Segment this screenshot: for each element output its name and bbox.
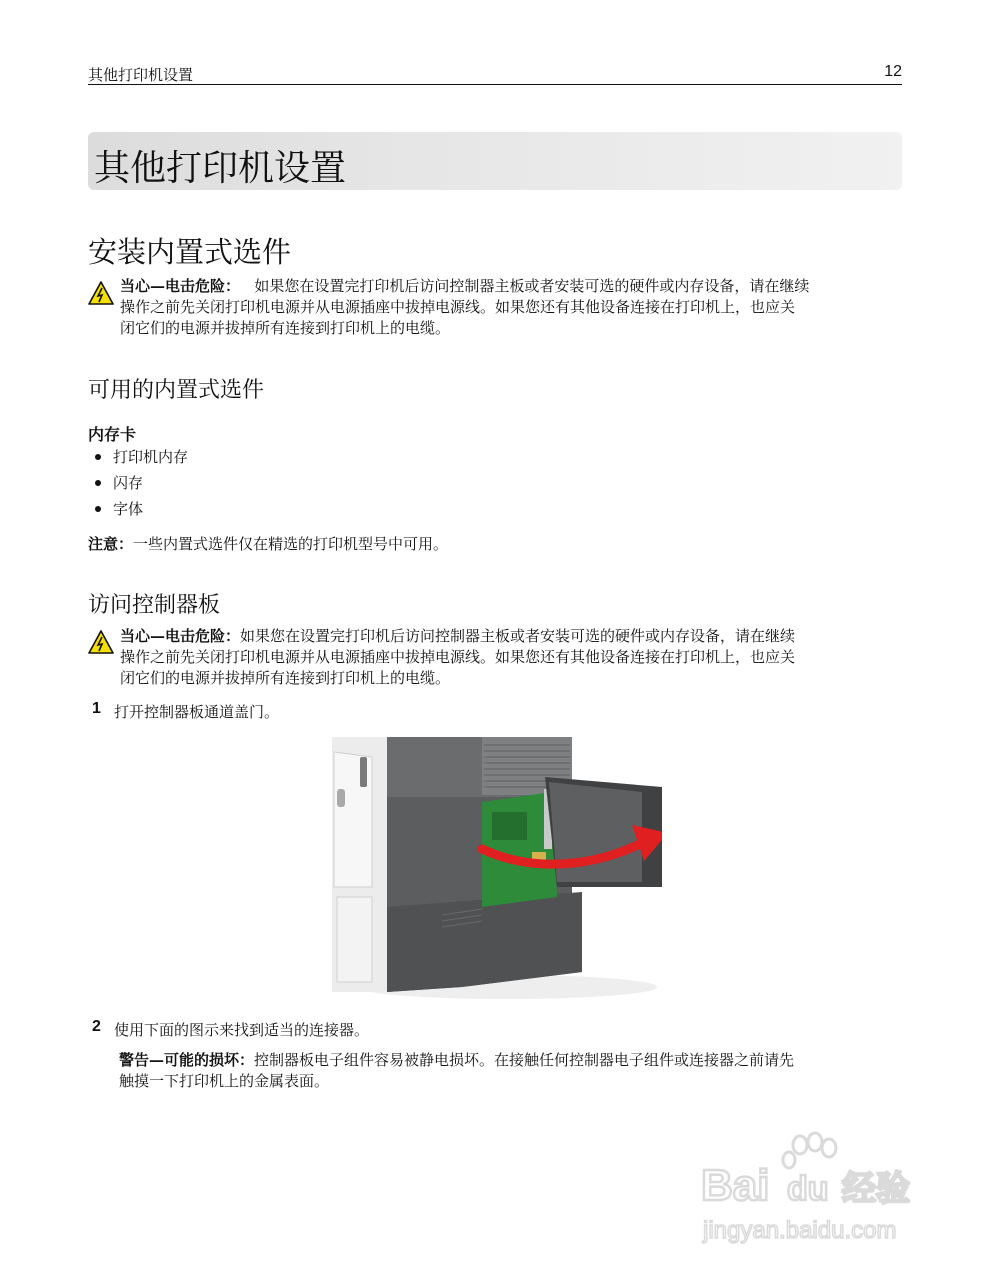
bullet-icon bbox=[95, 480, 101, 486]
warning-text-line: 如果您在设置完打印机后访问控制器主板或者安装可选的硬件或内存设备，请在继续 bbox=[254, 277, 810, 295]
warning-label: 当心—电击危险： bbox=[120, 627, 241, 645]
step-number: 1 bbox=[92, 700, 101, 717]
memory-card-heading: 内存卡 bbox=[88, 425, 137, 444]
list-item bbox=[95, 447, 188, 473]
section-title-available: 可用的内置式选件 bbox=[88, 378, 265, 403]
printer-controller-door-illustration bbox=[332, 737, 662, 1002]
chapter-title: 其他打印机设置 bbox=[94, 148, 347, 189]
list-item-text: 打印机内存 bbox=[113, 448, 189, 466]
warning-text-line: 控制器板电子组件容易被静电损坏。在接触任何控制器电子组件或连接器之前请先 bbox=[254, 1051, 795, 1069]
header-title: 其他打印机设置 bbox=[88, 66, 194, 84]
memory-card-list bbox=[95, 447, 188, 525]
electric-hazard-icon bbox=[88, 281, 114, 305]
warning-text-line: 如果您在设置完打印机后访问控制器主板或者安装可选的硬件或内存设备，请在继续 bbox=[240, 627, 796, 645]
watermark-brand2: du bbox=[787, 1170, 829, 1208]
note bbox=[88, 533, 448, 554]
bullet-icon bbox=[95, 454, 101, 460]
warning-text-line: 操作之前先关闭打印机电源并从电源插座中拔掉电源线。如果您还有其他设备连接在打印机上，也应关 bbox=[120, 298, 796, 316]
warning-electric-2 bbox=[120, 626, 905, 689]
step-text: 打开控制器板通道盖门。 bbox=[114, 703, 280, 721]
warning-text-line: 闭它们的电源并拔掉所有连接到打印机上的电缆。 bbox=[120, 319, 451, 337]
watermark-url: jingyan.baidu.com bbox=[703, 1217, 897, 1244]
electric-hazard-icon bbox=[88, 630, 114, 654]
warning-label: 警告—可能的损坏： bbox=[119, 1051, 255, 1069]
section-title-install: 安装内置式选件 bbox=[88, 235, 292, 269]
warning-text-line: 闭它们的电源并拔掉所有连接到打印机上的电缆。 bbox=[120, 669, 451, 687]
step-text: 使用下面的图示来找到适当的连接器。 bbox=[114, 1021, 370, 1039]
list-item bbox=[95, 499, 188, 525]
step-number: 2 bbox=[92, 1018, 101, 1035]
list-item bbox=[95, 473, 188, 499]
list-item-text: 字体 bbox=[113, 500, 144, 518]
warning-label: 当心—电击危险： bbox=[120, 277, 241, 295]
warning-text-line: 触摸一下打印机上的金属表面。 bbox=[119, 1072, 330, 1090]
warning-electric-1 bbox=[120, 276, 905, 339]
section-title-access: 访问控制器板 bbox=[88, 593, 221, 618]
warning-text-line: 操作之前先关闭打印机电源并从电源插座中拔掉电源线。如果您还有其他设备连接在打印机上，也应关 bbox=[120, 648, 796, 666]
page-header bbox=[88, 62, 902, 85]
bullet-icon bbox=[95, 506, 101, 512]
warning-damage bbox=[119, 1050, 909, 1092]
watermark-brand: Bai bbox=[701, 1161, 770, 1210]
watermark-brand-cn: 经验 bbox=[842, 1169, 910, 1209]
list-item-text: 闪存 bbox=[113, 474, 144, 492]
baidu-jingyan-watermark bbox=[697, 1130, 937, 1250]
chapter-title-bar bbox=[88, 132, 902, 190]
note-text: 一些内置式选件仅在精选的打印机型号中可用。 bbox=[133, 535, 449, 553]
page-number: 12 bbox=[884, 63, 902, 80]
note-label: 注意： bbox=[88, 535, 134, 553]
